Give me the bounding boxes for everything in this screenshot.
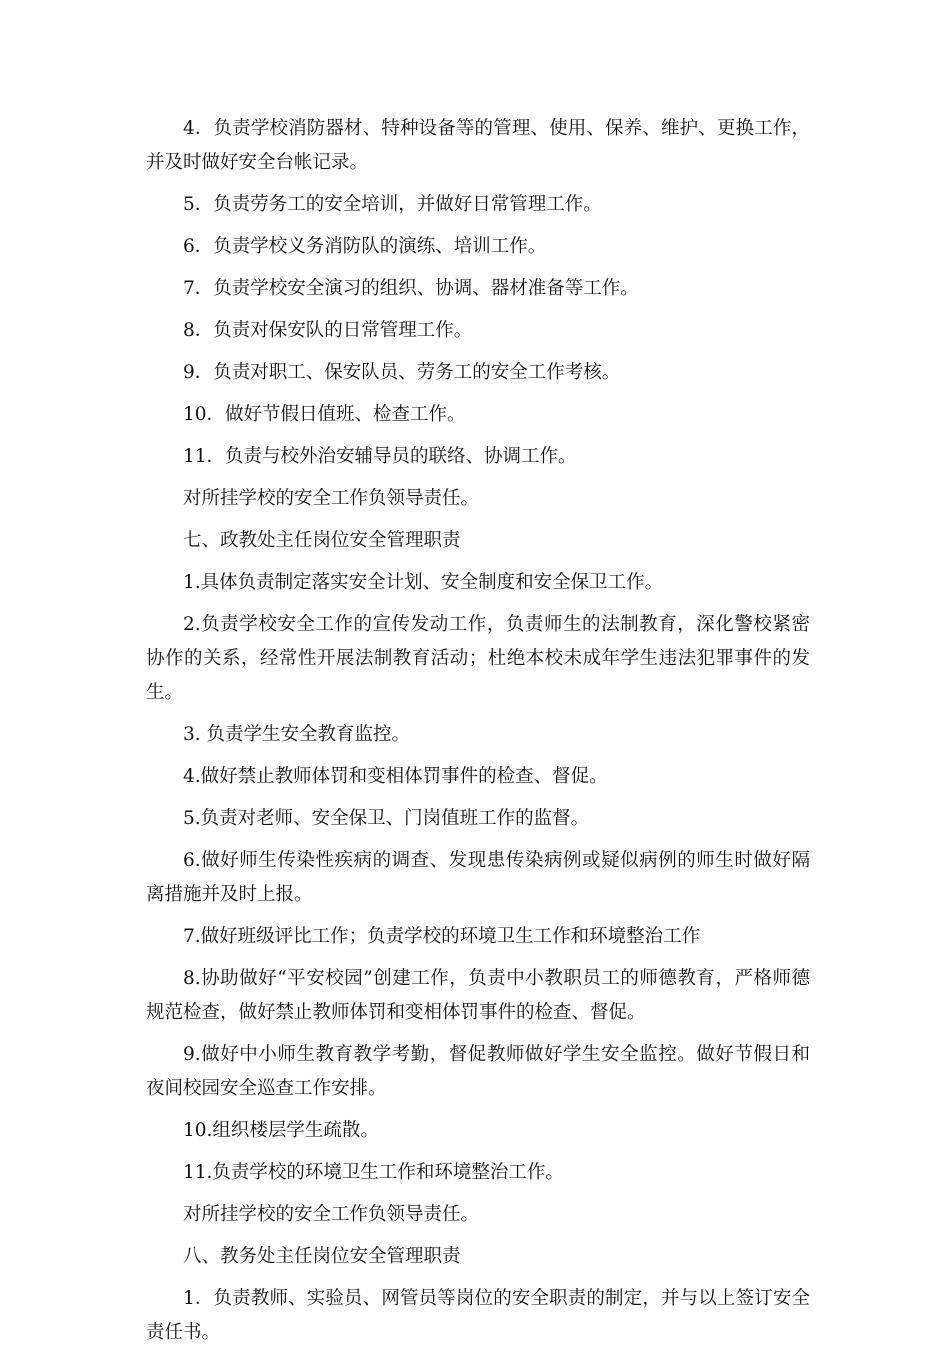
paragraph: 11.负责学校的环境卫生工作和环境整治工作。 <box>183 1162 564 1183</box>
section-heading: 七、政教处主任岗位安全管理职责 <box>183 530 461 551</box>
paragraph: 11．负责与校外治安辅导员的联络、协调工作。 <box>183 446 577 467</box>
paragraph: 1.具体负责制定落实安全计划、安全制度和安全保卫工作。 <box>183 572 664 593</box>
document-body <box>146 112 810 1358</box>
paragraph: 7．负责学校安全演习的组织、协调、器材准备等工作。 <box>183 278 639 299</box>
paragraph: 3. 负责学生安全教育监控。 <box>183 724 411 745</box>
paragraph: 8．负责对保安队的日常管理工作。 <box>183 320 473 341</box>
paragraph: 1．负责教师、实验员、网管员等岗位的安全职责的制定，并与以上签订安全责任书。 <box>146 1288 810 1343</box>
paragraph: 8.协助做好“平安校园”创建工作，负责中小教职员工的师德教育，严格师德规范检查，做好禁止教师体罚和变相体罚事件的检查、督促。 <box>146 968 810 1023</box>
paragraph: 4.做好禁止教师体罚和变相体罚事件的检查、督促。 <box>183 766 608 787</box>
paragraph: 6．负责学校义务消防队的演练、培训工作。 <box>183 236 547 257</box>
paragraph: 5．负责劳务工的安全培训，并做好日常管理工作。 <box>183 194 602 215</box>
paragraph: 对所挂学校的安全工作负领导责任。 <box>183 488 480 509</box>
paragraph: 9．负责对职工、保安队员、劳务工的安全工作考核。 <box>183 362 621 383</box>
paragraph: 对所挂学校的安全工作负领导责任。 <box>183 1204 480 1225</box>
section-heading: 八、教务处主任岗位安全管理职责 <box>183 1246 461 1267</box>
paragraph: 9.做好中小师生教育教学考勤，督促教师做好学生安全监控。做好节假日和夜间校园安全巡查工作安排。 <box>146 1044 810 1099</box>
paragraph: 10．做好节假日值班、检查工作。 <box>183 404 466 425</box>
paragraph: 2.负责学校安全工作的宣传发动工作，负责师生的法制教育，深化警校紧密协作的关系，经常性开展法制教育活动；杜绝本校未成年学生违法犯罪事件的发生。 <box>146 614 810 703</box>
paragraph: 5.负责对老师、安全保卫、门岗值班工作的监督。 <box>183 808 590 829</box>
paragraph: 4．负责学校消防器材、特种设备等的管理、使用、保养、维护、更换工作，并及时做好安全台帐记录。 <box>146 118 810 173</box>
paragraph: 7.做好班级评比工作；负责学校的环境卫生工作和环境整治工作 <box>183 926 701 947</box>
paragraph: 10.组织楼层学生疏散。 <box>183 1120 379 1141</box>
paragraph: 6.做好师生传染性疾病的调查、发现患传染病例或疑似病例的师生时做好隔离措施并及时上报。 <box>146 850 810 905</box>
